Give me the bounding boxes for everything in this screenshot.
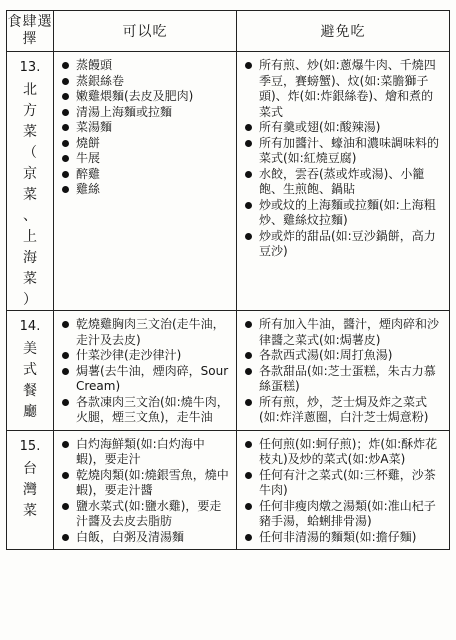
avoid-item-text: 水餃，雲吞(蒸或炸或湯)、小籠飽、生煎飽、鍋貼 [259,166,425,196]
avoid-item-text: 任何有汁之菜式(如:三杯雞，沙茶牛肉) [259,467,436,497]
category-name-char: 菜 [23,502,37,519]
bullet-icon [62,93,69,100]
category-name-char: 廳 [23,404,37,420]
avoid-item-text: 任何非瘦肉燉之湯類(如:准山杞子豬手湯，蛤蜊排骨湯) [259,498,436,528]
allowed-item-text: 乾燒肉類(如:燒銀雪魚，燒中蝦)，要走汁醬 [76,467,229,497]
avoid-item-text: 所有加醬汁、蠔油和濃味調味料的菜式(如:紅燒豆腐) [259,135,440,165]
avoid-item-text: 任何非清湯的麵類(如:擔仔麵) [259,529,417,544]
allowed-item [62,89,232,105]
allowed-item [62,317,232,348]
category-name-char: 方 [23,103,37,119]
category-name [7,458,53,521]
category-name-char: 灣 [23,481,37,498]
bullet-icon [62,441,69,448]
table-row [7,430,450,550]
allowed-item [62,58,232,74]
bullet-icon [62,534,69,541]
allowed-item [62,499,232,530]
allowed-item [62,105,232,121]
allowed-item-text: 鹽水菜式(如:鹽水雞)，要走汁醬及去皮去脂肪 [76,498,222,528]
allowed-item [62,167,232,183]
category-name [7,79,53,310]
category-name-char: 海 [23,250,37,266]
category-cell [7,311,54,431]
bullet-icon [245,399,252,406]
category-number: 13. [19,60,41,75]
avoid-item-text: 所有煎、炒(如:蔥爆牛肉、千燒四季豆，賽螃蟹)、炆(如:菜膽獅子頭)、炸(如:炸銀絲卷)、燴和煮的菜式 [259,58,436,119]
avoid-item-text: 各款西式湯(如:周打魚湯) [259,348,393,362]
bullet-icon [62,62,69,69]
avoid-item-text: 任何煎(如:蚵仔煎)；炸(如:酥炸花枝丸)及炒的菜式(如:炒A菜) [259,436,438,466]
bullet-icon [62,140,69,147]
allowed-item-text: 乾燒雞胸肉三文治(走牛油，走汁及去皮) [76,317,225,347]
avoid-item [245,120,445,136]
header-category: 食肆選擇 [7,11,54,52]
avoid-item-text: 所有煎，炒，芝士焗及炸之菜式(如:炸洋蔥圈，白汁芝士焗意粉) [259,394,429,424]
category-cell [7,430,54,550]
category-number: 15. [19,438,41,454]
category-cell [7,52,54,311]
category-name-char: 京 [23,166,37,182]
avoid-item [245,364,445,395]
category-name-char: 上 [23,229,37,245]
category-name-char: 、 [23,208,37,224]
bullet-icon [62,155,69,162]
allowed-item [62,348,232,364]
allowed-item-text: 醉雞 [76,166,101,181]
category-name-char: 式 [23,362,37,378]
bullet-icon [62,321,69,328]
bullet-icon [245,534,252,541]
allowed-item-text: 嫩雞煨麵(去皮及肥肉) [76,89,194,103]
bullet-icon [62,503,69,510]
allowed-item-list [54,52,236,202]
avoid-item [245,136,445,167]
category-name-char: 餐 [23,383,37,399]
bullet-icon [245,140,252,147]
allowed-cell [54,430,237,550]
allowed-item [62,364,232,395]
category-name-char: （ [23,145,37,161]
allowed-item-text: 蒸銀絲卷 [76,73,125,88]
avoid-item [245,437,445,468]
avoid-item [245,58,445,120]
bullet-icon [245,321,252,328]
avoid-item [245,530,445,546]
avoid-item-text: 炒或炸的甜品(如:豆沙鍋餅，高力豆沙) [259,228,436,258]
header-avoid: 避免吃 [237,11,450,52]
avoid-item-text: 炒或炆的上海麵或拉麵(如:上海粗炒、雞絲炆拉麵) [259,197,436,227]
bullet-icon [245,233,252,240]
avoid-item-text: 所有加入牛油，醬汁，煙肉碎和沙律醬之菜式(如:焗薯皮) [259,317,440,347]
allowed-cell [54,52,237,311]
category-name-char: 台 [23,460,37,477]
restaurant-food-table [6,10,450,550]
allowed-item [62,120,232,136]
bullet-icon [62,399,69,406]
bullet-icon [245,441,252,448]
bullet-icon [245,62,252,69]
avoid-item-text: 各款甜品(如:芝士蛋糕，朱古力慕絲蛋糕) [259,363,436,393]
bullet-icon [62,171,69,178]
avoid-item [245,499,445,530]
bullet-icon [245,352,252,359]
header-allowed: 可以吃 [54,11,237,52]
category-name-char: 菜 [23,271,37,287]
avoid-item [245,468,445,499]
allowed-item-text: 雞絲 [76,182,101,196]
allowed-item [62,530,232,546]
avoid-item [245,198,445,229]
bullet-icon [245,368,252,375]
allowed-item-text: 焗薯(去牛油，煙肉碎，Sour Cream) [76,363,229,393]
category-name-char: 菜 [23,124,37,140]
table-row [7,311,450,431]
bullet-icon [245,171,252,178]
bullet-icon [62,186,69,193]
allowed-item-text: 燒餅 [76,135,101,150]
category-name-char: ） [23,292,37,308]
avoid-item [245,229,445,260]
avoid-item-list [237,311,449,430]
avoid-item [245,167,445,198]
bullet-icon [62,78,69,85]
bullet-icon [62,124,69,131]
allowed-cell [54,311,237,431]
bullet-icon [62,109,69,116]
allowed-item-text: 牛展 [76,151,101,165]
allowed-item [62,182,232,198]
category-name [7,338,53,422]
bullet-icon [62,368,69,375]
avoid-item-text: 所有羹或翅(如:酸辣湯) [259,120,381,134]
bullet-icon [245,472,252,479]
allowed-item [62,437,232,468]
allowed-item-text: 清湯上海麵或拉麵 [76,104,173,119]
category-name-char: 美 [23,341,37,357]
allowed-item [62,151,232,167]
category-name-char: 菜 [23,187,37,203]
allowed-item-text: 白飯，白粥及清湯麵 [76,529,185,544]
bullet-icon [62,352,69,359]
avoid-item [245,317,445,348]
category-number: 14. [19,319,41,334]
avoid-item-list [237,431,449,550]
avoid-item-list [237,52,449,264]
avoid-cell [237,311,450,431]
avoid-item [245,395,445,426]
bullet-icon [62,472,69,479]
allowed-item-text: 白灼海鮮類(如:白灼海中蝦)，要走汁 [76,436,205,466]
bullet-icon [245,202,252,209]
allowed-item-text: 蒸饅頭 [76,58,113,72]
allowed-item [62,74,232,90]
allowed-item-list [54,311,236,430]
table-header-row [7,11,450,52]
allowed-item [62,468,232,499]
allowed-item-text: 菜湯麵 [76,120,113,134]
bullet-icon [245,124,252,131]
allowed-item [62,136,232,152]
avoid-cell [237,52,450,311]
avoid-item [245,348,445,364]
allowed-item-list [54,431,236,550]
table-row [7,52,450,311]
allowed-item-text: 什菜沙律(走沙律汁) [76,348,182,362]
category-name-char: 北 [23,82,37,98]
bullet-icon [245,503,252,510]
avoid-cell [237,430,450,550]
allowed-item [62,395,232,426]
allowed-item-text: 各款凍肉三文治(如:燒牛肉，火腿，煙三文魚)，走牛油 [76,394,229,424]
